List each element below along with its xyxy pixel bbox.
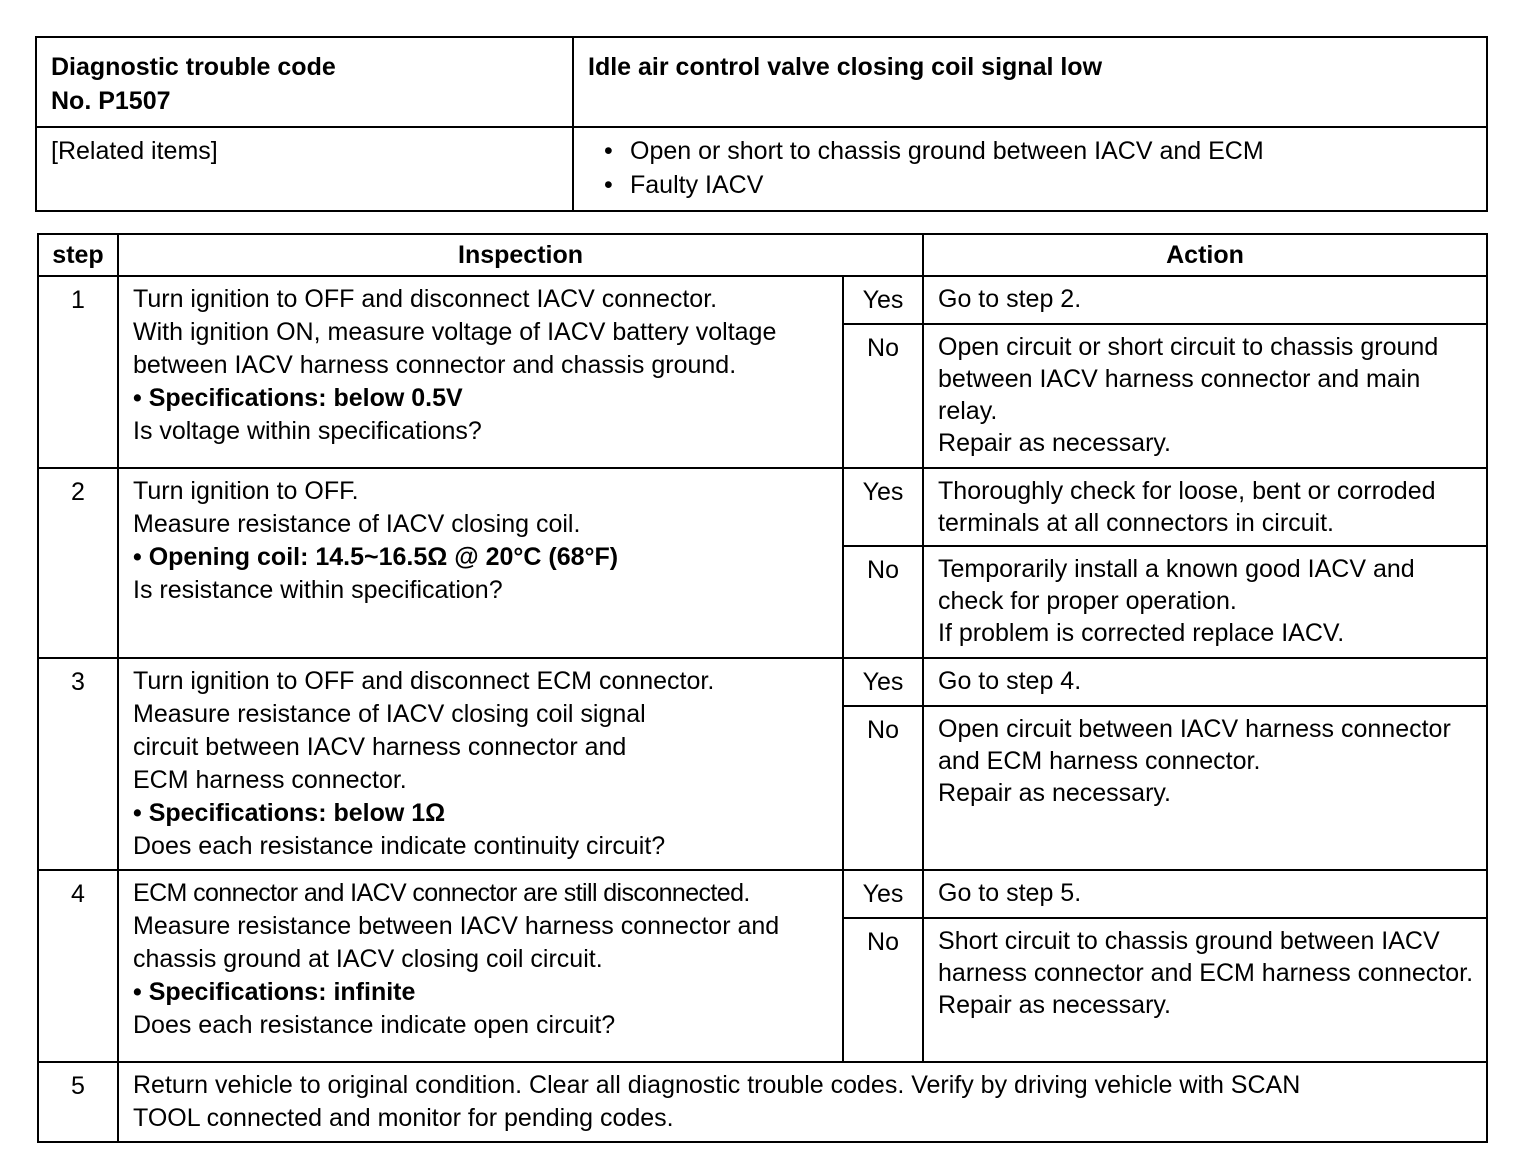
step-number: 2 (38, 468, 118, 658)
no-label: No (843, 546, 923, 658)
action-line: Repair as necessary. (938, 991, 1171, 1019)
step-column-header: step (38, 234, 118, 276)
specification: • Opening coil: 14.5~16.5Ω @ 20°C (68°F) (133, 543, 619, 571)
inspection-question: Does each resistance indicate open circuit? (133, 1011, 616, 1039)
action-line: Repair as necessary. (938, 779, 1171, 808)
step-row (38, 276, 1487, 324)
inspection-line: ECM connector and IACV connector are still disconnected. (133, 879, 750, 907)
inspection-column-header: Inspection (118, 234, 923, 276)
yes-action: Thoroughly check for loose, bent or corroded terminals at all connectors in circuit. (923, 468, 1487, 546)
no-action (923, 324, 1487, 468)
step-row (38, 658, 1487, 706)
final-step-text: Return vehicle to original condition. Clear all diagnostic trouble codes. Verify by driving vehicle with SCAN TOOL connected and monitor for pending codes. (118, 1062, 1487, 1142)
inspection-line: With ignition ON, measure voltage of IACV battery voltage between IACV harness connector and chassis ground. (133, 318, 777, 379)
dtc-code-label: Diagnostic trouble code (51, 53, 336, 81)
yes-label: Yes (843, 870, 923, 918)
inspection-line: Measure resistance of IACV closing coil. (133, 510, 581, 538)
yes-action: Go to step 4. (923, 658, 1487, 706)
procedure-table (37, 233, 1488, 1143)
no-action (923, 546, 1487, 658)
step-number: 4 (38, 870, 118, 1062)
action-line: Short circuit to chassis ground between IACV harness connector and ECM harness connector. (938, 927, 1474, 987)
step-row (38, 870, 1487, 918)
yes-action: Go to step 5. (923, 870, 1487, 918)
inspection-line: Turn ignition to OFF and disconnect IACV connector. (133, 285, 718, 313)
inspection-line: Measure resistance of IACV closing coil signal circuit between IACV harness connector and ECM harness connector. (133, 700, 646, 794)
inspection-question: Is voltage within specifications? (133, 417, 482, 445)
yes-label: Yes (843, 468, 923, 546)
related-item: • Open or short to chassis ground between IACV and ECM (630, 134, 1472, 168)
specification: • Specifications: below 1Ω (133, 799, 446, 827)
yes-label: Yes (843, 276, 923, 324)
dtc-code-cell (36, 37, 573, 127)
related-items-cell (573, 127, 1487, 211)
action-line: Repair as necessary. (938, 429, 1171, 457)
step-inspection (118, 658, 843, 870)
no-label: No (843, 324, 923, 468)
procedure-header-row (38, 234, 1487, 276)
step-row (38, 468, 1487, 546)
inspection-line: Measure resistance between IACV harness connector and chassis ground at IACV closing coil circuit. (133, 912, 780, 973)
related-label-cell (36, 127, 573, 211)
yes-label: Yes (843, 658, 923, 706)
dtc-title: Idle air control valve closing coil signal low (588, 53, 1103, 81)
action-line: Temporarily install a known good IACV and check for proper operation. (938, 555, 1415, 615)
specification: • Specifications: below 0.5V (133, 384, 463, 412)
inspection-question: Does each resistance indicate continuity circuit? (133, 832, 666, 860)
final-step-row (38, 1062, 1487, 1142)
related-item: • Faulty IACV (630, 168, 1472, 202)
step-number: 3 (38, 658, 118, 870)
action-line: If problem is corrected replace IACV. (938, 619, 1345, 647)
related-items-list (588, 134, 1472, 202)
step-inspection (118, 468, 843, 658)
step-inspection (118, 276, 843, 468)
no-label: No (843, 918, 923, 1062)
step-number: 5 (38, 1062, 118, 1142)
dtc-code-number: No. P1507 (51, 87, 171, 115)
inspection-question: Is resistance within specification? (133, 576, 503, 604)
dtc-header-table (35, 36, 1488, 212)
step-inspection (118, 870, 843, 1062)
no-label: No (843, 706, 923, 870)
dtc-title-cell (573, 37, 1487, 127)
inspection-line: Turn ignition to OFF and disconnect ECM connector. (133, 667, 715, 695)
step-number: 1 (38, 276, 118, 468)
yes-action: Go to step 2. (923, 276, 1487, 324)
action-line: Open circuit between IACV harness connector and ECM harness connector. (938, 715, 1451, 776)
inspection-line: Turn ignition to OFF. (133, 477, 359, 505)
no-action (923, 706, 1487, 870)
action-line: Open circuit or short circuit to chassis ground between IACV harness connector and main relay. (938, 333, 1439, 425)
no-action (923, 918, 1487, 1062)
specification: • Specifications: infinite (133, 978, 416, 1006)
action-column-header: Action (923, 234, 1487, 276)
related-items-label: [Related items] (51, 137, 218, 165)
